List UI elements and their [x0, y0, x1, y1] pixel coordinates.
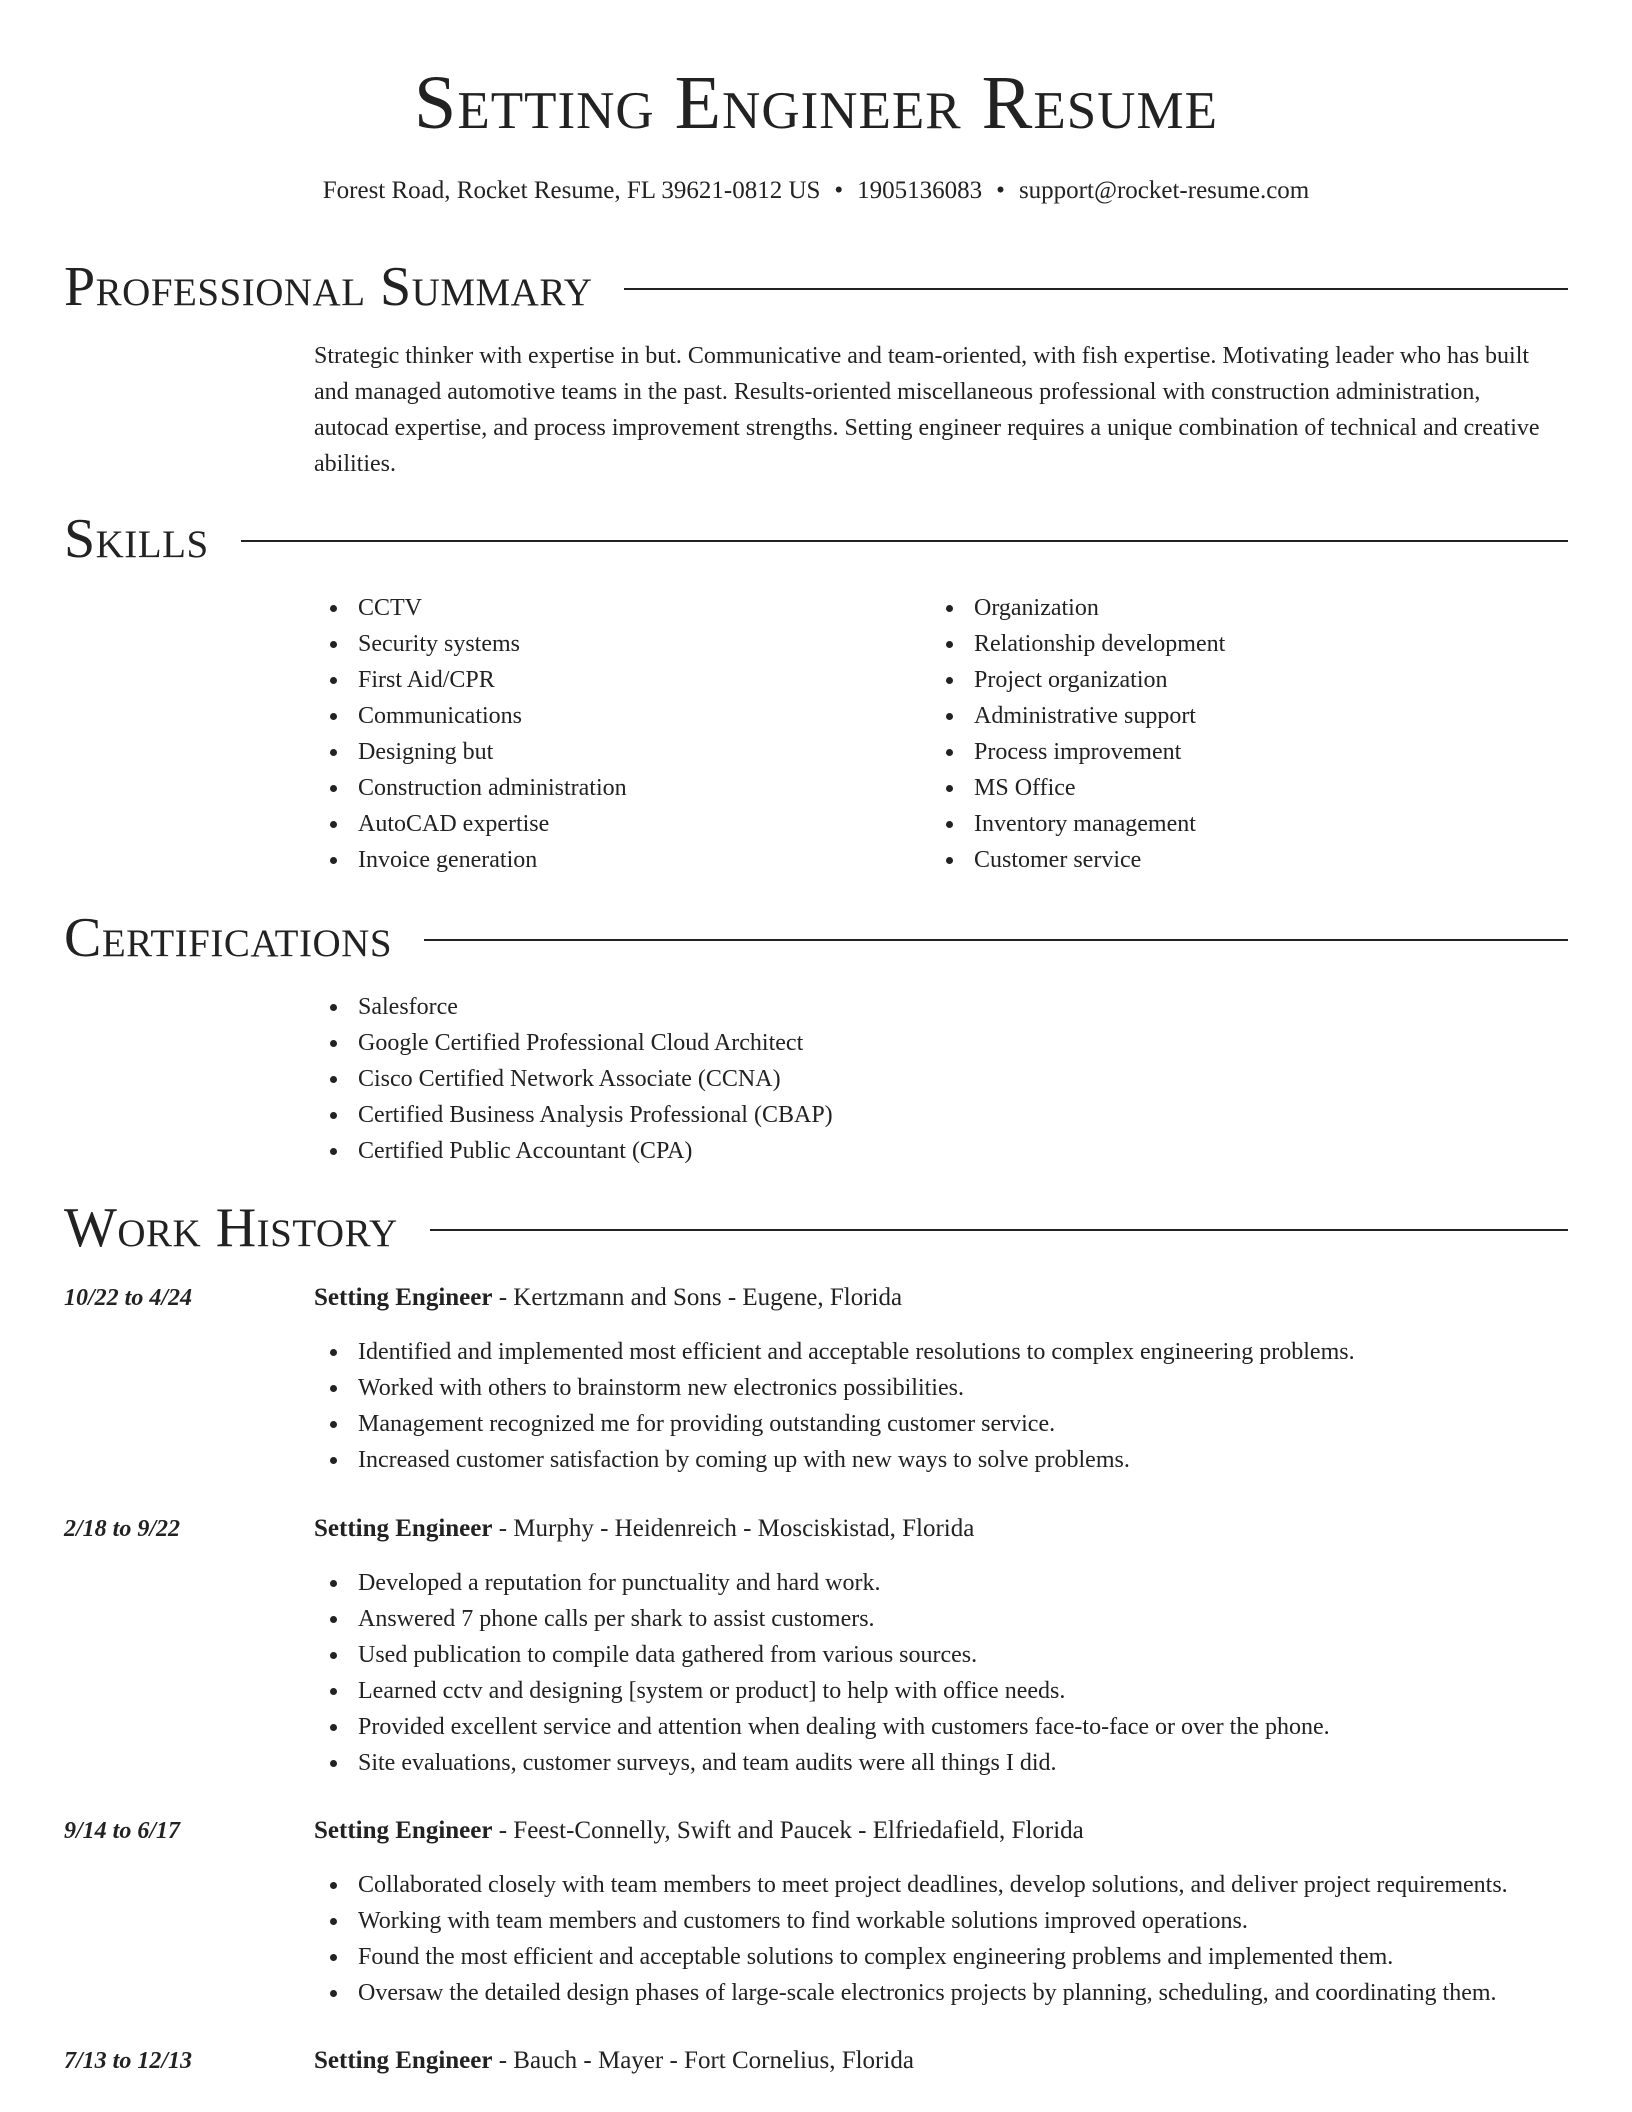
job-bullet-text: Used publication to compile data gathered from various sources. [358, 1642, 978, 1668]
certification-item-text: Cisco Certified Network Associate (CCNA) [358, 1066, 781, 1092]
certification-item-text: Google Certified Professional Cloud Architect [358, 1030, 804, 1056]
bullet-icon [946, 785, 953, 792]
section-title: Certifications [64, 907, 393, 969]
bullet-icon [946, 821, 953, 828]
bullet-icon [330, 1882, 337, 1889]
skill-item-text: Administrative support [974, 703, 1196, 729]
skill-item [930, 806, 1225, 842]
certification-item-text: Certified Business Analysis Professional (CBAP) [358, 1102, 833, 1128]
job-dates: 2/18 to 9/22 [64, 1516, 181, 1542]
certification-item-text: Salesforce [358, 994, 458, 1020]
job-bullet [314, 1867, 1508, 1903]
job-bullet [314, 1565, 1330, 1601]
bullet-icon [330, 677, 337, 684]
skill-item [314, 842, 627, 878]
skill-item-text: Process improvement [974, 739, 1182, 765]
skill-item [314, 698, 627, 734]
skill-item-text: Invoice generation [358, 847, 538, 873]
bullet-icon [946, 713, 953, 720]
skill-item [930, 590, 1225, 626]
skill-item-text: Inventory management [974, 811, 1196, 837]
job-title-line [314, 2043, 914, 2079]
section-heading-work-history [64, 1195, 1568, 1261]
job-bullets [314, 1334, 1355, 1478]
skill-item [314, 806, 627, 842]
section-divider [424, 939, 1568, 941]
skill-item [930, 842, 1225, 878]
bullet-icon [946, 857, 953, 864]
section-divider [430, 1229, 1568, 1231]
certification-item [314, 989, 833, 1025]
bullet-icon [946, 605, 953, 612]
bullet-icon [330, 1385, 337, 1392]
skill-item-text: Construction administration [358, 775, 627, 801]
skill-item [314, 662, 627, 698]
section-heading-certifications [64, 905, 1568, 971]
bullet-icon [330, 1652, 337, 1659]
bullet-icon [946, 749, 953, 756]
job-bullet-text: Management recognized me for providing outstanding customer service. [358, 1411, 1056, 1437]
contact-email: support@rocket-resume.com [1018, 177, 1310, 204]
skill-item [930, 770, 1225, 806]
bullet-icon [330, 1688, 337, 1695]
skill-item-text: CCTV [358, 595, 423, 621]
bullet-icon [330, 605, 337, 612]
job-bullet-text: Answered 7 phone calls per shark to assist customers. [358, 1606, 875, 1632]
skill-item [930, 662, 1225, 698]
certification-item [314, 1061, 833, 1097]
skill-item-text: Security systems [358, 631, 520, 657]
job-bullet [314, 1406, 1355, 1442]
skill-item [930, 734, 1225, 770]
job-title-line [314, 1813, 1084, 1849]
skill-item-text: First Aid/CPR [358, 667, 495, 693]
bullet-icon [330, 1954, 337, 1961]
job-title: Setting Engineer [314, 1817, 493, 1844]
job-bullet [314, 1975, 1508, 2011]
bullet-icon [330, 641, 337, 648]
job-dates: 7/13 to 12/13 [64, 2048, 193, 2074]
job-bullets [314, 1565, 1330, 1781]
job-title-line [314, 1511, 974, 1547]
bullet-icon [330, 713, 337, 720]
skill-item-text: AutoCAD expertise [358, 811, 550, 837]
job-bullets [314, 1867, 1508, 2011]
bullet-icon [330, 785, 337, 792]
job-bullet [314, 1637, 1330, 1673]
section-title: Skills [64, 508, 209, 570]
job-bullet [314, 1442, 1355, 1478]
section-title: Professional Summary [64, 256, 593, 318]
skill-item-text: Relationship development [974, 631, 1226, 657]
section-divider [241, 540, 1568, 542]
job-employer: - Bauch - Mayer - Fort Cornelius, Florida [492, 2047, 914, 2074]
certification-item-text: Certified Public Accountant (CPA) [358, 1138, 693, 1164]
skill-item [314, 734, 627, 770]
job-bullet-text: Learned cctv and designing [system or product] to help with office needs. [358, 1678, 1066, 1704]
certification-item [314, 1025, 833, 1061]
skill-item [314, 770, 627, 806]
bullet-icon [330, 1990, 337, 1997]
job-bullet-text: Identified and implemented most efficient and acceptable resolutions to complex engineering problems. [358, 1339, 1355, 1365]
bullet-icon [330, 1918, 337, 1925]
skill-item-text: Organization [974, 595, 1099, 621]
job-bullet [314, 1673, 1330, 1709]
job-employer: - Feest-Connelly, Swift and Paucek - Elfriedafield, Florida [492, 1817, 1084, 1844]
job-bullet [314, 1939, 1508, 1975]
job-title: Setting Engineer [314, 2047, 493, 2074]
bullet-icon [330, 1616, 337, 1623]
contact-separator: • [834, 177, 844, 204]
contact-address: Forest Road, Rocket Resume, FL 39621-0812 US [322, 177, 821, 204]
job-bullet [314, 1601, 1330, 1637]
skill-item [930, 698, 1225, 734]
job-bullet [314, 1709, 1330, 1745]
job-bullet-text: Working with team members and customers to find workable solutions improved operations. [358, 1908, 1248, 1934]
bullet-icon [330, 821, 337, 828]
job-dates: 10/22 to 4/24 [64, 1285, 193, 1311]
bullet-icon [330, 1349, 337, 1356]
bullet-icon [330, 1421, 337, 1428]
section-heading-skills [64, 506, 1568, 572]
skill-item [314, 626, 627, 662]
job-bullet-text: Oversaw the detailed design phases of large-scale electronics projects by planning, scheduling, and coordinating them. [358, 1980, 1497, 2006]
job-bullet-text: Worked with others to brainstorm new electronics possibilities. [358, 1375, 964, 1401]
job-bullet-text: Provided excellent service and attention when dealing with customers face-to-face or over the phone. [358, 1714, 1330, 1740]
bullet-icon [330, 1724, 337, 1731]
bullet-icon [330, 1112, 337, 1119]
job-bullet [314, 1745, 1330, 1781]
contact-line [0, 174, 1632, 208]
resume-title: Setting Engineer Resume [414, 61, 1218, 145]
bullet-icon [946, 677, 953, 684]
job-bullet-text: Developed a reputation for punctuality and hard work. [358, 1570, 881, 1596]
skill-item [314, 590, 627, 626]
summary-paragraph: Strategic thinker with expertise in but. Communicative and team-oriented, with fish expertise. Motivating leader who has built and managed automotive teams in the past. Results-oriented miscellaneous professional with construction administration, autocad expertise, and process improvement strengths. Setting engineer requires a unique combination of technical and creative abilities. [314, 343, 1540, 477]
bullet-icon [330, 1457, 337, 1464]
section-divider [624, 288, 1568, 290]
bullet-icon [330, 1760, 337, 1767]
certification-item [314, 1133, 833, 1169]
job-bullet-text: Increased customer satisfaction by coming up with new ways to solve problems. [358, 1447, 1130, 1473]
bullet-icon [330, 749, 337, 756]
skills-list-right [930, 590, 1225, 878]
skill-item-text: Designing but [358, 739, 494, 765]
skill-item [930, 626, 1225, 662]
bullet-icon [330, 1040, 337, 1047]
job-dates: 9/14 to 6/17 [64, 1818, 181, 1844]
bullet-icon [330, 1148, 337, 1155]
section-heading-summary [64, 254, 1568, 320]
skill-item-text: MS Office [974, 775, 1076, 801]
bullet-icon [946, 641, 953, 648]
bullet-icon [330, 857, 337, 864]
certification-item [314, 1097, 833, 1133]
job-bullet-text: Found the most efficient and acceptable solutions to complex engineering problems and implemented them. [358, 1944, 1394, 1970]
job-bullet-text: Collaborated closely with team members to meet project deadlines, develop solutions, and deliver project requirements. [358, 1872, 1508, 1898]
job-title-line [314, 1280, 902, 1316]
skill-item-text: Customer service [974, 847, 1142, 873]
bullet-icon [330, 1580, 337, 1587]
certifications-list [314, 989, 833, 1169]
job-title: Setting Engineer [314, 1515, 493, 1542]
job-employer: - Kertzmann and Sons - Eugene, Florida [492, 1284, 903, 1311]
bullet-icon [330, 1076, 337, 1083]
job-bullet [314, 1334, 1355, 1370]
job-bullet-text: Site evaluations, customer surveys, and team audits were all things I did. [358, 1750, 1057, 1776]
job-bullet [314, 1370, 1355, 1406]
job-employer: - Murphy - Heidenreich - Mosciskistad, Florida [492, 1515, 975, 1542]
skill-item-text: Project organization [974, 667, 1168, 693]
bullet-icon [330, 1004, 337, 1011]
contact-phone: 1905136083 [857, 177, 983, 204]
skills-list-left [314, 590, 627, 878]
skill-item-text: Communications [358, 703, 522, 729]
job-bullet [314, 1903, 1508, 1939]
section-title: Work History [64, 1197, 398, 1259]
job-title: Setting Engineer [314, 1284, 493, 1311]
contact-separator: • [996, 177, 1005, 204]
